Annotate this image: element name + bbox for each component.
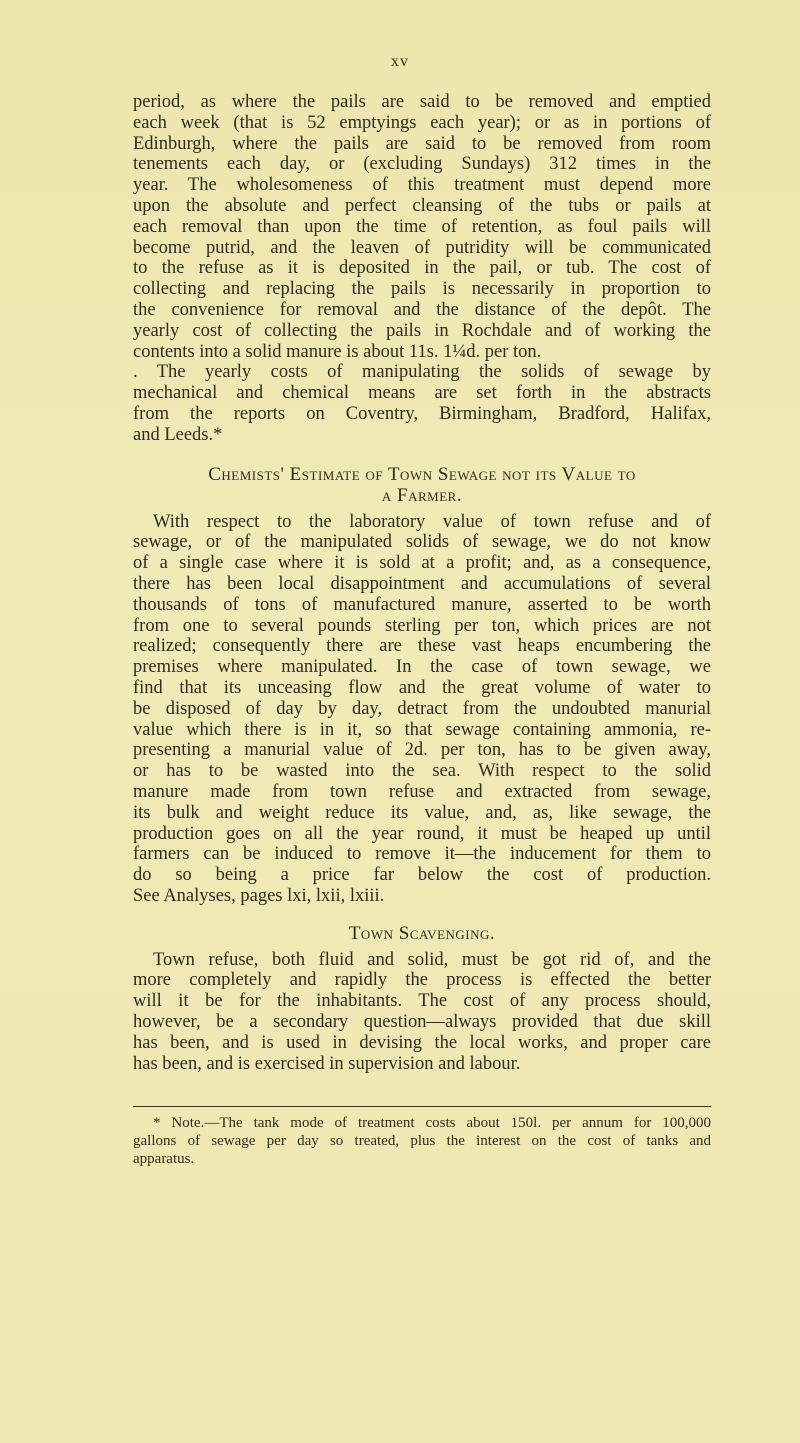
text-line: has been, and is exercised in supervision and labour.: [133, 1053, 521, 1074]
text-line: * Note.—The tank mode of treatment costs about 150l. per annum for 100,000: [153, 1115, 711, 1132]
paragraph-town-refuse: [133, 950, 711, 1075]
text-line: to the refuse as it is deposited in the pail, or tub. The cost of: [133, 258, 711, 279]
text-line: production goes on all the year round, it must be heaped up until: [133, 823, 711, 844]
text-line: yearly cost of collecting the pails in Rochdale and of working the: [133, 320, 711, 341]
text-line: farmers can be induced to remove it—the inducement for them to: [133, 844, 711, 865]
text-line: presenting a manurial value of 2d. per ton, has to be given away,: [133, 740, 711, 761]
text-line: See Analyses, pages lxi, lxii, lxiii.: [133, 885, 385, 906]
text-line: its bulk and weight reduce its value, and, as, like sewage, the: [133, 802, 711, 823]
paragraph-pail-removal: [133, 92, 711, 362]
text-line: upon the absolute and perfect cleansing of the tubs or pails at: [133, 195, 711, 216]
page-body: [133, 92, 711, 1168]
text-line: more completely and rapidly the process is effected the better: [133, 970, 711, 991]
text-line: Edinburgh, where the pails are said to be removed from room: [133, 133, 711, 154]
paragraph-yearly-costs: [133, 362, 711, 445]
page-number: xv: [391, 53, 409, 70]
text-line: tenements each day, or (excluding Sundays) 312 times in the: [133, 154, 711, 175]
text-line: the convenience for removal and the distance of the depôt. The: [133, 299, 711, 320]
text-line: mechanical and chemical means are set forth in the abstracts: [133, 383, 711, 404]
heading-line: Chemists' Estimate of Town Sewage not its Value to: [208, 463, 636, 485]
footnote-divider: [133, 1106, 711, 1107]
text-line: or has to be wasted into the sea. With respect to the solid: [133, 761, 711, 782]
text-line: find that its unceasing flow and the great volume of water to: [133, 677, 711, 698]
text-line: collecting and replacing the pails is necessarily in proportion to: [133, 279, 711, 300]
text-line: realized; consequently there are these vast heaps encumbering the: [133, 636, 711, 657]
section-heading-town-scavenging: Town Scavenging.: [348, 922, 496, 944]
text-line: Town refuse, both fluid and solid, must be got rid of, and the: [153, 949, 711, 970]
text-line: year. The wholesomeness of this treatment must depend more: [133, 175, 711, 196]
section-heading-chemists-estimate: [133, 464, 711, 506]
text-line: thousands of tons of manufactured manure, asserted to be worth: [133, 594, 711, 615]
paragraph-laboratory-value: [133, 512, 711, 907]
footnote: [133, 1115, 711, 1168]
text-line: period, as where the pails are said to be removed and emptied: [133, 92, 711, 112]
text-line: however, be a secondary question—always provided that due skill: [133, 1012, 711, 1033]
text-line: of a single case where it is sold at a profit; and, as a consequence,: [133, 553, 711, 574]
text-line: will it be for the inhabitants. The cost of any process should,: [133, 991, 711, 1012]
text-line: and Leeds.*: [133, 424, 223, 445]
text-line: do so being a price far below the cost of production.: [133, 865, 711, 886]
text-line: . The yearly costs of manipulating the solids of sewage by: [133, 362, 711, 383]
text-line: has been, and is used in devising the local works, and proper care: [133, 1032, 711, 1053]
text-line: become putrid, and the leaven of putridity will be communicated: [133, 237, 711, 258]
text-line: each removal than upon the time of retention, as foul pails will: [133, 216, 711, 237]
text-line: With respect to the laboratory value of town refuse and of: [153, 511, 711, 532]
text-line: apparatus.: [133, 1150, 195, 1167]
text-line: sewage, or of the manipulated solids of sewage, we do not know: [133, 532, 711, 553]
text-line: from one to several pounds sterling per ton, which prices are not: [133, 615, 711, 636]
text-line: each week (that is 52 emptyings each year); or as in portions of: [133, 112, 711, 133]
text-line: manure made from town refuse and extracted from sewage,: [133, 781, 711, 802]
text-line: contents into a solid manure is about 11s. 1¼d. per ton.: [133, 341, 542, 362]
text-line: there has been local disappointment and accumulations of several: [133, 573, 711, 594]
text-line: from the reports on Coventry, Birmingham, Bradford, Halifax,: [133, 403, 711, 424]
text-line: gallons of sewage per day so treated, plus the interest on the cost of tanks and: [133, 1133, 711, 1150]
text-line: premises where manipulated. In the case of town sewage, we: [133, 657, 711, 678]
text-line: be disposed of day by day, detract from the undoubted manurial: [133, 698, 711, 719]
text-line: value which there is in it, so that sewage containing ammonia, re-: [133, 719, 711, 740]
heading-line: a Farmer.: [381, 484, 463, 506]
